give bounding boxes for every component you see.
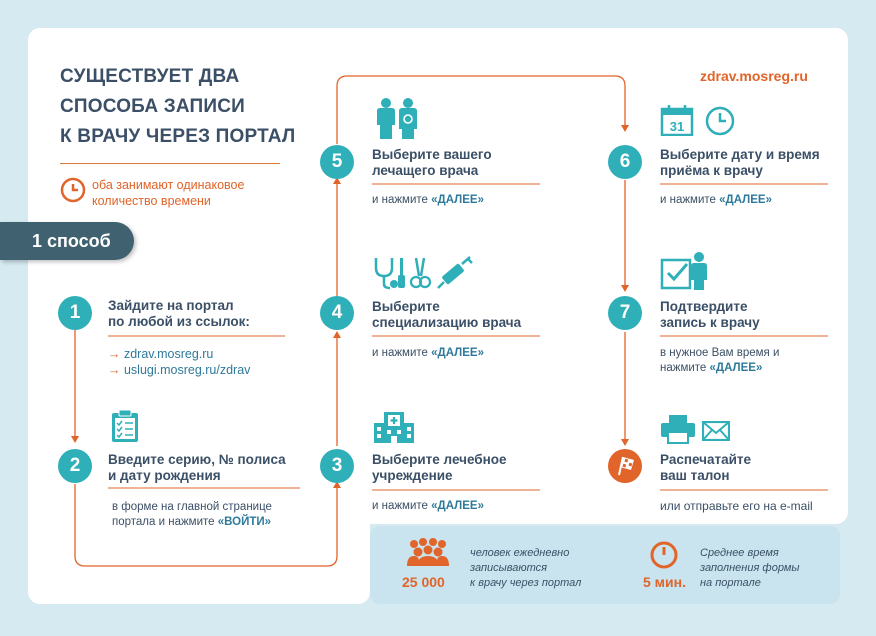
calendar-icon xyxy=(660,104,694,136)
step-1-number: 1 xyxy=(58,296,92,330)
site-url[interactable]: zdrav.mosreg.ru xyxy=(700,68,808,84)
step-1-link-1[interactable] xyxy=(108,346,213,362)
step-5-heading xyxy=(372,147,492,179)
step-7-instruction xyxy=(660,346,779,376)
next-button-label: «ДАЛЕЕ» xyxy=(431,194,484,206)
time-note-line-2: количество времени xyxy=(92,194,211,208)
login-button-label: «ВОЙТИ» xyxy=(217,516,272,528)
medical-tools-icon xyxy=(372,254,480,290)
step-1-link-1-text[interactable]: zdrav.mosreg.ru xyxy=(123,347,214,361)
title-line-3: К ВРАЧУ ЧЕРЕЗ ПОРТАЛ xyxy=(60,126,296,147)
step-5-instruction-text: и нажмите xyxy=(372,194,432,206)
doctors-icon xyxy=(374,97,422,141)
next-button-label: «ДАЛЕЕ» xyxy=(431,500,484,512)
step-4-heading-line-1: Выберите xyxy=(372,299,440,314)
step-7-heading-line-1: Подтвердите xyxy=(660,299,748,314)
next-button-label: «ДАЛЕЕ» xyxy=(709,362,763,374)
checkered-flag-icon xyxy=(608,449,642,483)
people-group-icon xyxy=(405,538,451,568)
page-title xyxy=(60,62,295,152)
step-8-heading xyxy=(660,452,751,484)
step-3-instruction xyxy=(372,499,484,514)
people-count: 25 000 xyxy=(402,574,445,590)
printer-icon xyxy=(660,414,696,444)
step-3-number: 3 xyxy=(320,449,354,483)
step-5-instruction xyxy=(372,193,484,208)
step-7-heading-line-2: запись к врачу xyxy=(660,315,760,330)
step-7-heading xyxy=(660,299,760,331)
step-2-heading xyxy=(108,452,286,484)
next-button-label: «ДАЛЕЕ» xyxy=(431,347,484,359)
next-button-label: «ДАЛЕЕ» xyxy=(719,194,772,206)
step-2-heading-line-2: и дату рождения xyxy=(108,468,221,483)
title-line-1: СУЩЕСТВУЕТ ДВА xyxy=(60,66,240,87)
step-2-instruction-line-2: портала и нажмите xyxy=(112,516,218,528)
step-6-number: 6 xyxy=(608,145,642,179)
time-caption-line-3: на портале xyxy=(700,577,761,589)
time-caption xyxy=(700,546,799,591)
calendar-day: 31 xyxy=(669,119,685,134)
step-2-number: 2 xyxy=(58,449,92,483)
title-divider xyxy=(60,163,280,164)
clipboard-checklist-icon xyxy=(110,409,140,443)
step-6-instruction-text: и нажмите xyxy=(660,194,720,206)
arrow-right-icon: → xyxy=(108,347,124,361)
step-5-heading-line-2: лечащего врача xyxy=(372,163,479,178)
people-caption-line-3: к врачу через портал xyxy=(470,577,582,589)
step-4-heading xyxy=(372,299,521,331)
step-6-heading-line-2: приёма к врачу xyxy=(660,163,763,178)
step-4-heading-line-2: специализацию врача xyxy=(372,315,522,330)
step-8-heading-line-1: Распечатайте xyxy=(660,452,752,467)
step-8-heading-line-2: ваш талон xyxy=(660,468,730,483)
step-5-heading-line-1: Выберите вашего xyxy=(372,147,492,162)
step-4-instruction xyxy=(372,346,484,361)
finish-step-circle xyxy=(608,449,642,483)
people-caption xyxy=(470,546,581,591)
step-3-instruction-text: и нажмите xyxy=(372,500,432,512)
step-1-heading xyxy=(108,298,250,330)
step-3-heading-line-1: Выберите лечебное xyxy=(372,452,507,467)
step-1-link-2-text[interactable]: uslugi.mosreg.ru/zdrav xyxy=(123,363,251,377)
step-4-instruction-text: и нажмите xyxy=(372,347,432,359)
stopwatch-icon xyxy=(649,540,679,570)
step-1-link-2[interactable] xyxy=(108,362,250,378)
step-2-instruction xyxy=(112,500,272,530)
step-1-heading-line-2: по любой из ссылок: xyxy=(108,314,250,329)
step-5-number: 5 xyxy=(320,145,354,179)
people-caption-line-2: записываются xyxy=(470,562,548,574)
step-4-number: 4 xyxy=(320,296,354,330)
time-caption-line-1: Среднее время xyxy=(700,547,779,559)
time-caption-line-2: заполнения формы xyxy=(700,562,800,574)
title-line-2: СПОСОБА ЗАПИСИ xyxy=(60,96,245,117)
time-note-line-1: оба занимают одинаковое xyxy=(92,178,245,192)
arrow-right-icon: → xyxy=(108,363,124,377)
step-3-heading-line-2: учреждение xyxy=(372,468,453,483)
method-ribbon: 1 способ xyxy=(0,222,134,260)
step-7-instruction-line-2: нажмите xyxy=(660,362,710,374)
step-6-instruction xyxy=(660,193,772,208)
step-6-heading-line-1: Выберите дату и время xyxy=(660,147,820,162)
hospital-icon xyxy=(372,409,416,443)
step-2-instruction-line-1: в форме на главной странице xyxy=(112,501,272,513)
step-6-heading xyxy=(660,147,820,179)
step-2-heading-line-1: Введите серию, № полиса xyxy=(108,452,286,467)
step-3-heading xyxy=(372,452,507,484)
step-8-instruction: или отправьте его на e-mail xyxy=(660,499,813,513)
mail-icon xyxy=(702,421,730,441)
confirm-doctor-icon xyxy=(660,250,710,290)
clock-icon xyxy=(704,105,736,137)
clock-icon xyxy=(60,177,86,203)
step-7-number: 7 xyxy=(608,296,642,330)
time-note xyxy=(92,177,244,209)
people-caption-line-1: человек ежедневно xyxy=(470,547,570,559)
step-7-instruction-line-1: в нужное Вам время и xyxy=(660,347,780,359)
step-1-heading-line-1: Зайдите на портал xyxy=(108,298,234,313)
form-time: 5 мин. xyxy=(643,574,686,590)
